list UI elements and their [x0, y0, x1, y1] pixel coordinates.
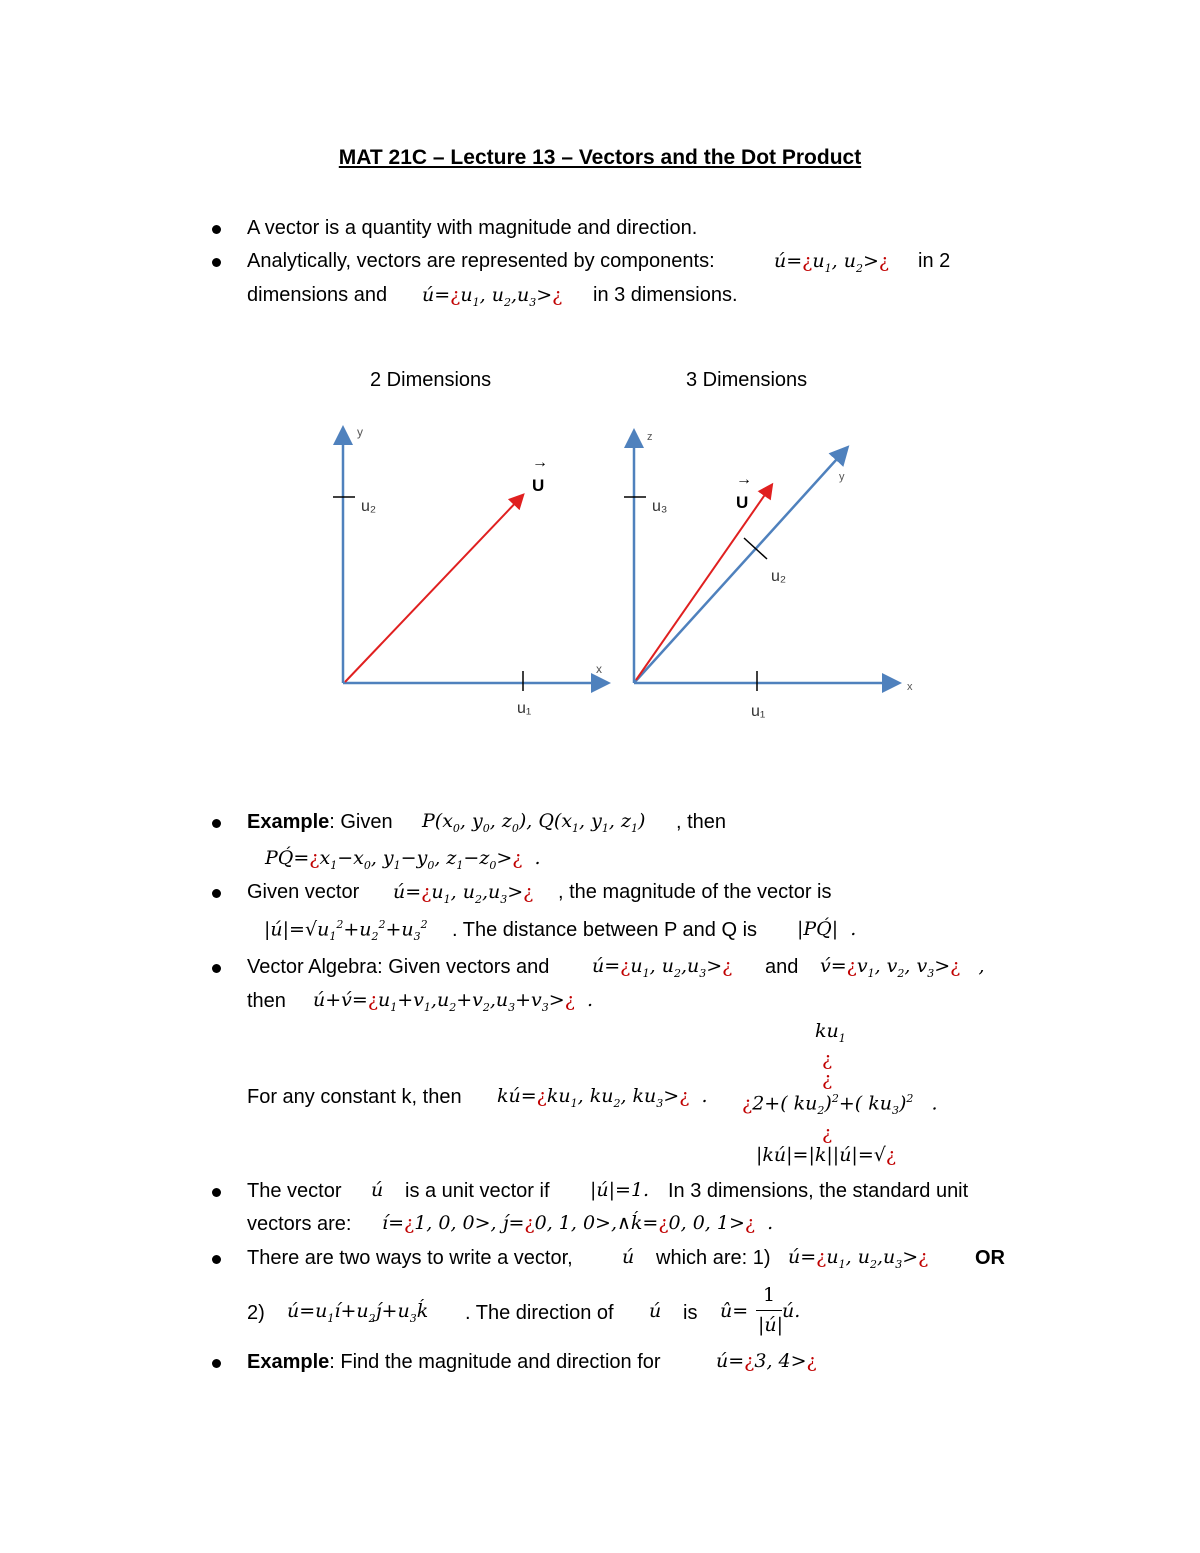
bullet-text: in 2	[918, 250, 951, 272]
bullet-text: The vector	[247, 1180, 342, 1202]
bullet-text	[247, 811, 393, 834]
bullet-marker	[212, 1359, 221, 1368]
bullet-text: and	[765, 956, 799, 978]
formula-example-vector: ú=¿3, 4>¿	[716, 1350, 817, 1372]
tick-label-u1: u₁	[517, 700, 532, 717]
bullet-marker	[212, 889, 221, 898]
page-title: MAT 21C – Lecture 13 – Vectors and the Dot Product	[338, 146, 862, 169]
bullet-text: dimensions and	[247, 284, 388, 306]
formula-v-3d: $v́=¿v_1$, $v_2$, $v_3>¿$ ,	[820, 955, 985, 980]
axis-label-y: y	[357, 425, 363, 439]
bullet-marker	[212, 1188, 221, 1197]
formula-scalar: $kú=¿ku_1$, $ku_2$, $ku_3>¿$ .	[497, 1085, 708, 1110]
formula-direction-lhs: û=	[720, 1300, 749, 1322]
body-text: For any constant k, then	[247, 1086, 462, 1108]
bullet-marker	[212, 964, 221, 973]
bullet-marker	[212, 1255, 221, 1264]
formula-pq: $PQ́=¿x_1-x_0$, $y_1-y_0$, $z_1-z_0>¿$ .	[265, 847, 541, 872]
vector-label: U	[532, 476, 545, 495]
bullet-text: is	[683, 1302, 698, 1324]
formula-unit-condition: |ú|=1.	[590, 1179, 650, 1201]
bullet-text: Analytically, vectors are represented by components:	[247, 250, 715, 272]
formula-u-3d: $ú=¿u_1$, $u_2,u_3>¿$	[592, 955, 733, 980]
formula-scalar-magnitude: |kú|=|k||ú|=√¿	[756, 1144, 897, 1166]
bullet-text: which are: 1)	[656, 1247, 771, 1269]
formula-glitch-q2: ¿	[822, 1068, 833, 1090]
bullet-text: vectors are:	[247, 1213, 352, 1235]
bullet-text: , then	[676, 811, 727, 833]
example-label: Example	[247, 1351, 330, 1373]
formula-direction-rhs: ú.	[782, 1300, 801, 1322]
axis-label-z: z	[647, 431, 653, 443]
formula-direction-numerator: 1	[762, 1284, 776, 1306]
tick-label-u2: u₂	[771, 568, 787, 585]
tick-label-u1: u₁	[751, 703, 766, 720]
bullet-text: Vector Algebra: Given vectors and	[247, 956, 550, 978]
formula-u-3d: $ú=¿u_1$, $u_2,u_3>¿$	[422, 284, 563, 309]
formula-u: ú	[649, 1300, 662, 1322]
example-text: : Find the magnitude and direction for	[329, 1351, 661, 1373]
vector-u	[636, 486, 771, 680]
bullet-text: is a unit vector if	[405, 1180, 550, 1202]
fraction-bar	[756, 1310, 782, 1311]
bullet-text: Given vector	[247, 881, 360, 903]
formula-direction-denominator: |ú|	[758, 1314, 784, 1336]
formula-u-3d: $ú=¿u_1$, $u_2,u_3>¿$	[788, 1246, 929, 1271]
formula-sum: $ú+v́=¿u_1+v_1,u_2+v_2,u_3+v_3>¿$ .	[313, 989, 594, 1014]
bullet-text: There are two ways to write a vector,	[247, 1247, 573, 1269]
formula-u-2d: $ú=¿u_1$, $u_2>¿$	[774, 250, 890, 275]
tick-label-u2: u₂	[361, 498, 377, 515]
bullet-text: , the magnitude of the vector is	[558, 881, 832, 903]
bullet-text: then	[247, 990, 286, 1012]
formula-standard-units: í=¿1, 0, 0>, j́=¿0, 1, 0>,∧ḱ=¿0, 0, 1>¿ .	[382, 1212, 774, 1234]
example-label: Example	[247, 811, 330, 833]
formula-glitch-ku1: $ku_1$	[815, 1020, 846, 1045]
formula-u: ú	[622, 1246, 635, 1268]
formula-magnitude: $|ú|=√u_1^2+u_2^2+u_3^2$	[264, 918, 428, 944]
bullet-text: . The direction of	[465, 1302, 614, 1324]
vector-label: U	[736, 493, 749, 512]
bullet-text: OR	[975, 1247, 1005, 1269]
example-text: : Given	[329, 811, 393, 833]
bullet-text: . The distance between P and Q is	[452, 919, 758, 941]
vector-arrow-glyph: →	[532, 454, 548, 471]
formula-unit-sum: $ú=u_1í+u_2j́+u_3ḱ$	[287, 1300, 429, 1325]
formula-glitch-q3: ¿	[822, 1122, 833, 1144]
diagram-2d	[333, 425, 606, 717]
vector-diagrams	[0, 0, 1200, 760]
bullet-text: in 3 dimensions.	[593, 284, 738, 306]
axis-label-y: y	[839, 471, 845, 483]
bullet-text: 2)	[247, 1302, 265, 1324]
bullet-marker	[212, 819, 221, 828]
axis-label-x: x	[907, 681, 913, 693]
formula-glitch-sum: ¿2+( $ku_2)^2+$( $ku_3)^2$ .	[742, 1092, 938, 1118]
formula-distance: |PQ́| .	[797, 918, 857, 940]
diagram-3d-title: 3 Dimensions	[686, 369, 808, 391]
tick-label-u3: u₃	[652, 498, 668, 515]
bullet-text: In 3 dimensions, the standard unit	[668, 1180, 969, 1202]
formula-glitch-q1: ¿	[822, 1048, 833, 1070]
bullet-text: A vector is a quantity with magnitude and direction.	[247, 217, 698, 239]
diagram-2d-title: 2 Dimensions	[370, 369, 492, 391]
formula-u-3d: $ú=¿u_1$, $u_2,u_3>¿$	[393, 881, 534, 906]
axis-label-x: x	[596, 662, 602, 676]
formula-u: ú	[371, 1179, 384, 1201]
formula-points: $P(x_0$, $y_0$, $z_0$), $Q(x_1$, $y_1$, $z_1$)	[422, 810, 646, 835]
bullet-text	[247, 1351, 661, 1374]
vector-arrow-glyph: →	[736, 471, 752, 488]
diagram-3d	[624, 431, 913, 720]
vector-u	[345, 496, 522, 682]
